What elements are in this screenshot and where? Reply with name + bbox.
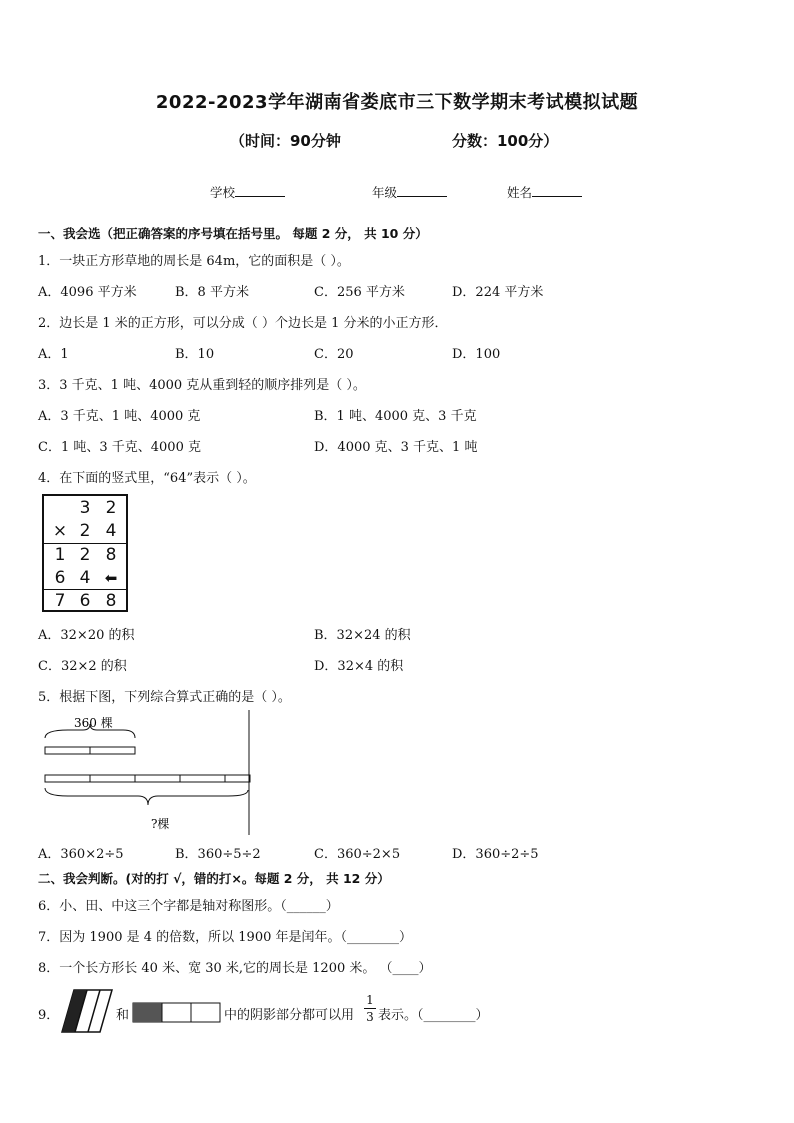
grid-cell: 3 bbox=[79, 498, 91, 518]
q8-stem: 8．一个长方形长 40 米、宽 30 米,它的周长是 1200 米。 （____） bbox=[38, 961, 432, 976]
parallelogram-figure bbox=[60, 988, 114, 1034]
q5-option-d: D．360÷2÷5 bbox=[452, 847, 539, 862]
q1-stem: 1．一块正方形草地的周长是 64m，它的面积是（ ）。 bbox=[38, 254, 350, 269]
grid-cell: 2 bbox=[79, 545, 91, 565]
school-field: 学校 bbox=[210, 183, 285, 201]
fraction-bar bbox=[364, 1008, 376, 1009]
q3-option-c: C．1 吨、3 千克、4000 克 bbox=[38, 440, 201, 455]
arrow-left-icon: ⬅ bbox=[104, 569, 118, 587]
section-1-heading: 一、我会选（把正确答案的序号填在括号里。 每题 2 分， 共 10 分） bbox=[38, 226, 428, 241]
q1-option-d: D．224 平方米 bbox=[452, 285, 544, 300]
q5-option-c: C．360÷2×5 bbox=[314, 847, 401, 862]
brace-bottom bbox=[45, 788, 248, 805]
q1-option-a: A．4096 平方米 bbox=[38, 285, 137, 300]
fraction-numerator: 1 bbox=[366, 993, 374, 1007]
q3-option-a: A．3 千克、1 吨、4000 克 bbox=[38, 409, 201, 424]
rectangle-strip-figure bbox=[132, 1002, 222, 1024]
q9-and: 和 bbox=[116, 1008, 130, 1023]
grid-cell: 4 bbox=[79, 568, 91, 588]
fraction-denominator: 3 bbox=[366, 1010, 374, 1024]
q9-number: 9． bbox=[38, 1008, 60, 1023]
grid-cell: 1 bbox=[54, 545, 66, 565]
parallelogram-divider bbox=[88, 990, 100, 1032]
section-2-heading: 二、我会判断。(对的打 √，错的打×。每题 2 分， 共 12 分） bbox=[38, 871, 390, 886]
q3-stem: 3．3 千克、1 吨、4000 克从重到轻的顺序排列是（ ）。 bbox=[38, 378, 366, 393]
q7-stem: 7．因为 1900 是 4 的倍数，所以 1900 年是闰年。（________） bbox=[38, 930, 413, 945]
q5-option-b: B．360÷5÷2 bbox=[175, 847, 261, 862]
grid-cell: 6 bbox=[54, 568, 66, 588]
brace-top bbox=[45, 724, 135, 738]
q1-option-c: C．256 平方米 bbox=[314, 285, 405, 300]
q9-text-b: 表示。（________） bbox=[378, 1008, 489, 1023]
q1-option-b: B．8 平方米 bbox=[175, 285, 249, 300]
grid-cell: 4 bbox=[105, 521, 117, 541]
parallelogram-shaded-part bbox=[62, 990, 87, 1032]
label-top: 360 棵 bbox=[74, 716, 113, 730]
q2-option-c: C．20 bbox=[314, 347, 354, 362]
q4-stem: 4．在下面的竖式里，“64”表示（ ）。 bbox=[38, 471, 256, 486]
grid-cell: 2 bbox=[105, 498, 117, 518]
q3-option-b: B．1 吨、4000 克、3 千克 bbox=[314, 409, 477, 424]
q4-option-c: C．32×2 的积 bbox=[38, 659, 127, 674]
page-title: 2022-2023学年湖南省娄底市三下数学期末考试模拟试题 bbox=[155, 92, 639, 113]
score-label: 分数：100分） bbox=[452, 132, 559, 150]
grade-field: 年级 bbox=[372, 183, 447, 201]
rectangle-shaded-part bbox=[133, 1003, 162, 1022]
fraction bbox=[364, 993, 376, 1024]
q2-stem: 2．边长是 1 米的正方形，可以分成（ ）个边长是 1 分米的小正方形． bbox=[38, 316, 448, 331]
q4-option-b: B．32×24 的积 bbox=[314, 628, 411, 643]
bar-long bbox=[45, 775, 250, 782]
q2-option-a: A．1 bbox=[38, 347, 69, 362]
q2-option-b: B．10 bbox=[175, 347, 215, 362]
q5-option-a: A．360×2÷5 bbox=[38, 847, 124, 862]
grid-cell: 7 bbox=[54, 591, 66, 611]
q6-stem: 6．小、田、中这三个字都是轴对称图形。（______） bbox=[38, 899, 339, 914]
line-segment-diagram bbox=[38, 710, 253, 835]
name-field: 姓名 bbox=[507, 183, 582, 201]
q9-text-a: 中的阴影部分都可以用 bbox=[224, 1008, 355, 1023]
grid-cell: 8 bbox=[105, 545, 117, 565]
q4-option-d: D．32×4 的积 bbox=[314, 659, 404, 674]
vertical-multiplication-figure bbox=[42, 494, 128, 612]
grid-cell: 8 bbox=[105, 591, 117, 611]
grid-cell: × bbox=[52, 521, 68, 541]
grid-cell: 6 bbox=[79, 591, 91, 611]
time-label: （时间：90分钟 bbox=[230, 132, 341, 150]
q5-stem: 5．根据下图，下列综合算式正确的是（ ）。 bbox=[38, 690, 291, 705]
q2-option-d: D．100 bbox=[452, 347, 501, 362]
q4-option-a: A．32×20 的积 bbox=[38, 628, 135, 643]
q3-option-d: D．4000 克、3 千克、1 吨 bbox=[314, 440, 478, 455]
label-bottom: ?棵 bbox=[151, 817, 170, 831]
grid-cell: 2 bbox=[79, 521, 91, 541]
